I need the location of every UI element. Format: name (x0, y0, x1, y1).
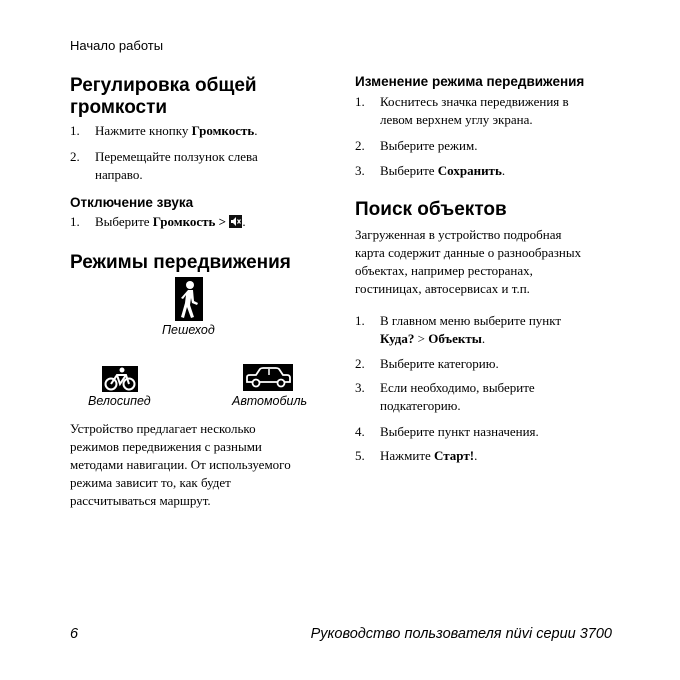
heading-volume-line1: Регулировка общей (70, 75, 257, 96)
running-header: Начало работы (70, 38, 164, 53)
heading-mute: Отключение звука (70, 195, 194, 210)
heading-search: Поиск объектов (355, 199, 507, 220)
pedestrian-icon (175, 277, 203, 321)
car-icon (243, 364, 293, 391)
heading-change-mode: Изменение режима передвижения (355, 74, 585, 89)
bicycle-icon (102, 366, 138, 392)
search-paragraph: Загруженная в устройство подробная карта содержит данные о разнообразных объектах, например ресторанах, гостиницах, автосервисах и т.п. (355, 227, 582, 296)
mute-speaker-icon (229, 215, 242, 228)
car-caption: Автомобиль (232, 394, 308, 408)
heading-volume (70, 75, 257, 119)
modes-paragraph: Устройство предлагает несколько режимов передвижения с разными методами навигации. От используемого режима зависит то, как будет рассчитываться маршрут. (70, 421, 291, 508)
pedestrian-caption: Пешеход (162, 323, 215, 337)
footer-title: Руководство пользователя nüvi серии 3700 (310, 626, 612, 642)
heading-volume-line2: громкости (70, 97, 168, 118)
page-number: 6 (70, 626, 79, 642)
heading-modes: Режимы передвижения (70, 252, 291, 273)
bicycle-caption: Велосипед (88, 394, 151, 408)
